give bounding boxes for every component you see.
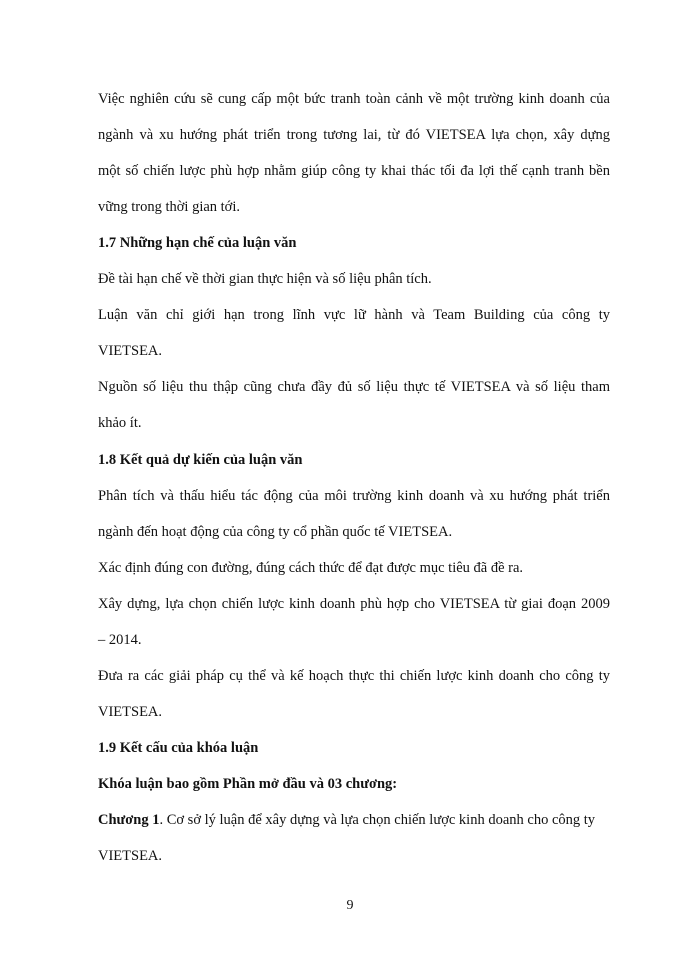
section-heading-1-9: 1.9 Kết cấu của khóa luận [98,740,259,756]
paragraph-line: khảo ít. [98,415,142,431]
section-heading-1-8: 1.8 Kết quả dự kiến của luận văn [98,452,303,468]
page-number: 9 [346,898,354,913]
chapter-1-line [98,810,610,830]
paragraph-line: Đề tài hạn chế về thời gian thực hiện và số liệu phân tích. [98,271,432,287]
chapter-1-label: Chương 1 [98,812,160,828]
paragraph-line: vững trong thời gian tới. [98,199,241,215]
paragraph-line: Đưa ra các giải pháp cụ thể và kế hoạch thực thi chiến lược kinh doanh cho công ty [98,668,610,684]
paragraph-line: một số chiến lược phù hợp nhằm giúp công ty khai thác tối đa lợi thế cạnh tranh bền [98,163,610,179]
structure-intro: Khóa luận bao gồm Phần mở đầu và 03 chương: [98,776,398,792]
paragraph-line: Nguồn số liệu thu thập cũng chưa đầy đủ số liệu thực tế VIETSEA và số liệu tham [98,379,610,395]
paragraph-line: VIETSEA. [98,848,163,864]
paragraph-line: VIETSEA. [98,343,163,359]
paragraph-line: Việc nghiên cứu sẽ cung cấp một bức tranh toàn cảnh về một trường kinh doanh của [98,91,610,107]
chapter-1-description: . Cơ sở lý luận để xây dựng và lựa chọn chiến lược kinh doanh cho công ty [159,812,596,828]
paragraph-line: ngành đến hoạt động của công ty cổ phần quốc tế VIETSEA. [98,524,453,540]
paragraph-line: – 2014. [98,632,142,648]
paragraph-line: Phân tích và thấu hiểu tác động của môi trường kinh doanh và xu hướng phát triển [98,488,610,504]
paragraph-line: Xây dựng, lựa chọn chiến lược kinh doanh phù hợp cho VIETSEA từ giai đoạn 2009 [98,596,610,612]
section-heading-1-7: 1.7 Những hạn chế của luận văn [98,235,297,251]
paragraph-line: ngành và xu hướng phát triển trong tương lai, từ đó VIETSEA lựa chọn, xây dựng [98,127,610,143]
paragraph-line: Xác định đúng con đường, đúng cách thức để đạt được mục tiêu đã đề ra. [98,560,524,576]
paragraph-line: VIETSEA. [98,704,163,720]
paragraph-line: Luận văn chỉ giới hạn trong lĩnh vực lữ hành và Team Building của công ty [98,307,610,323]
